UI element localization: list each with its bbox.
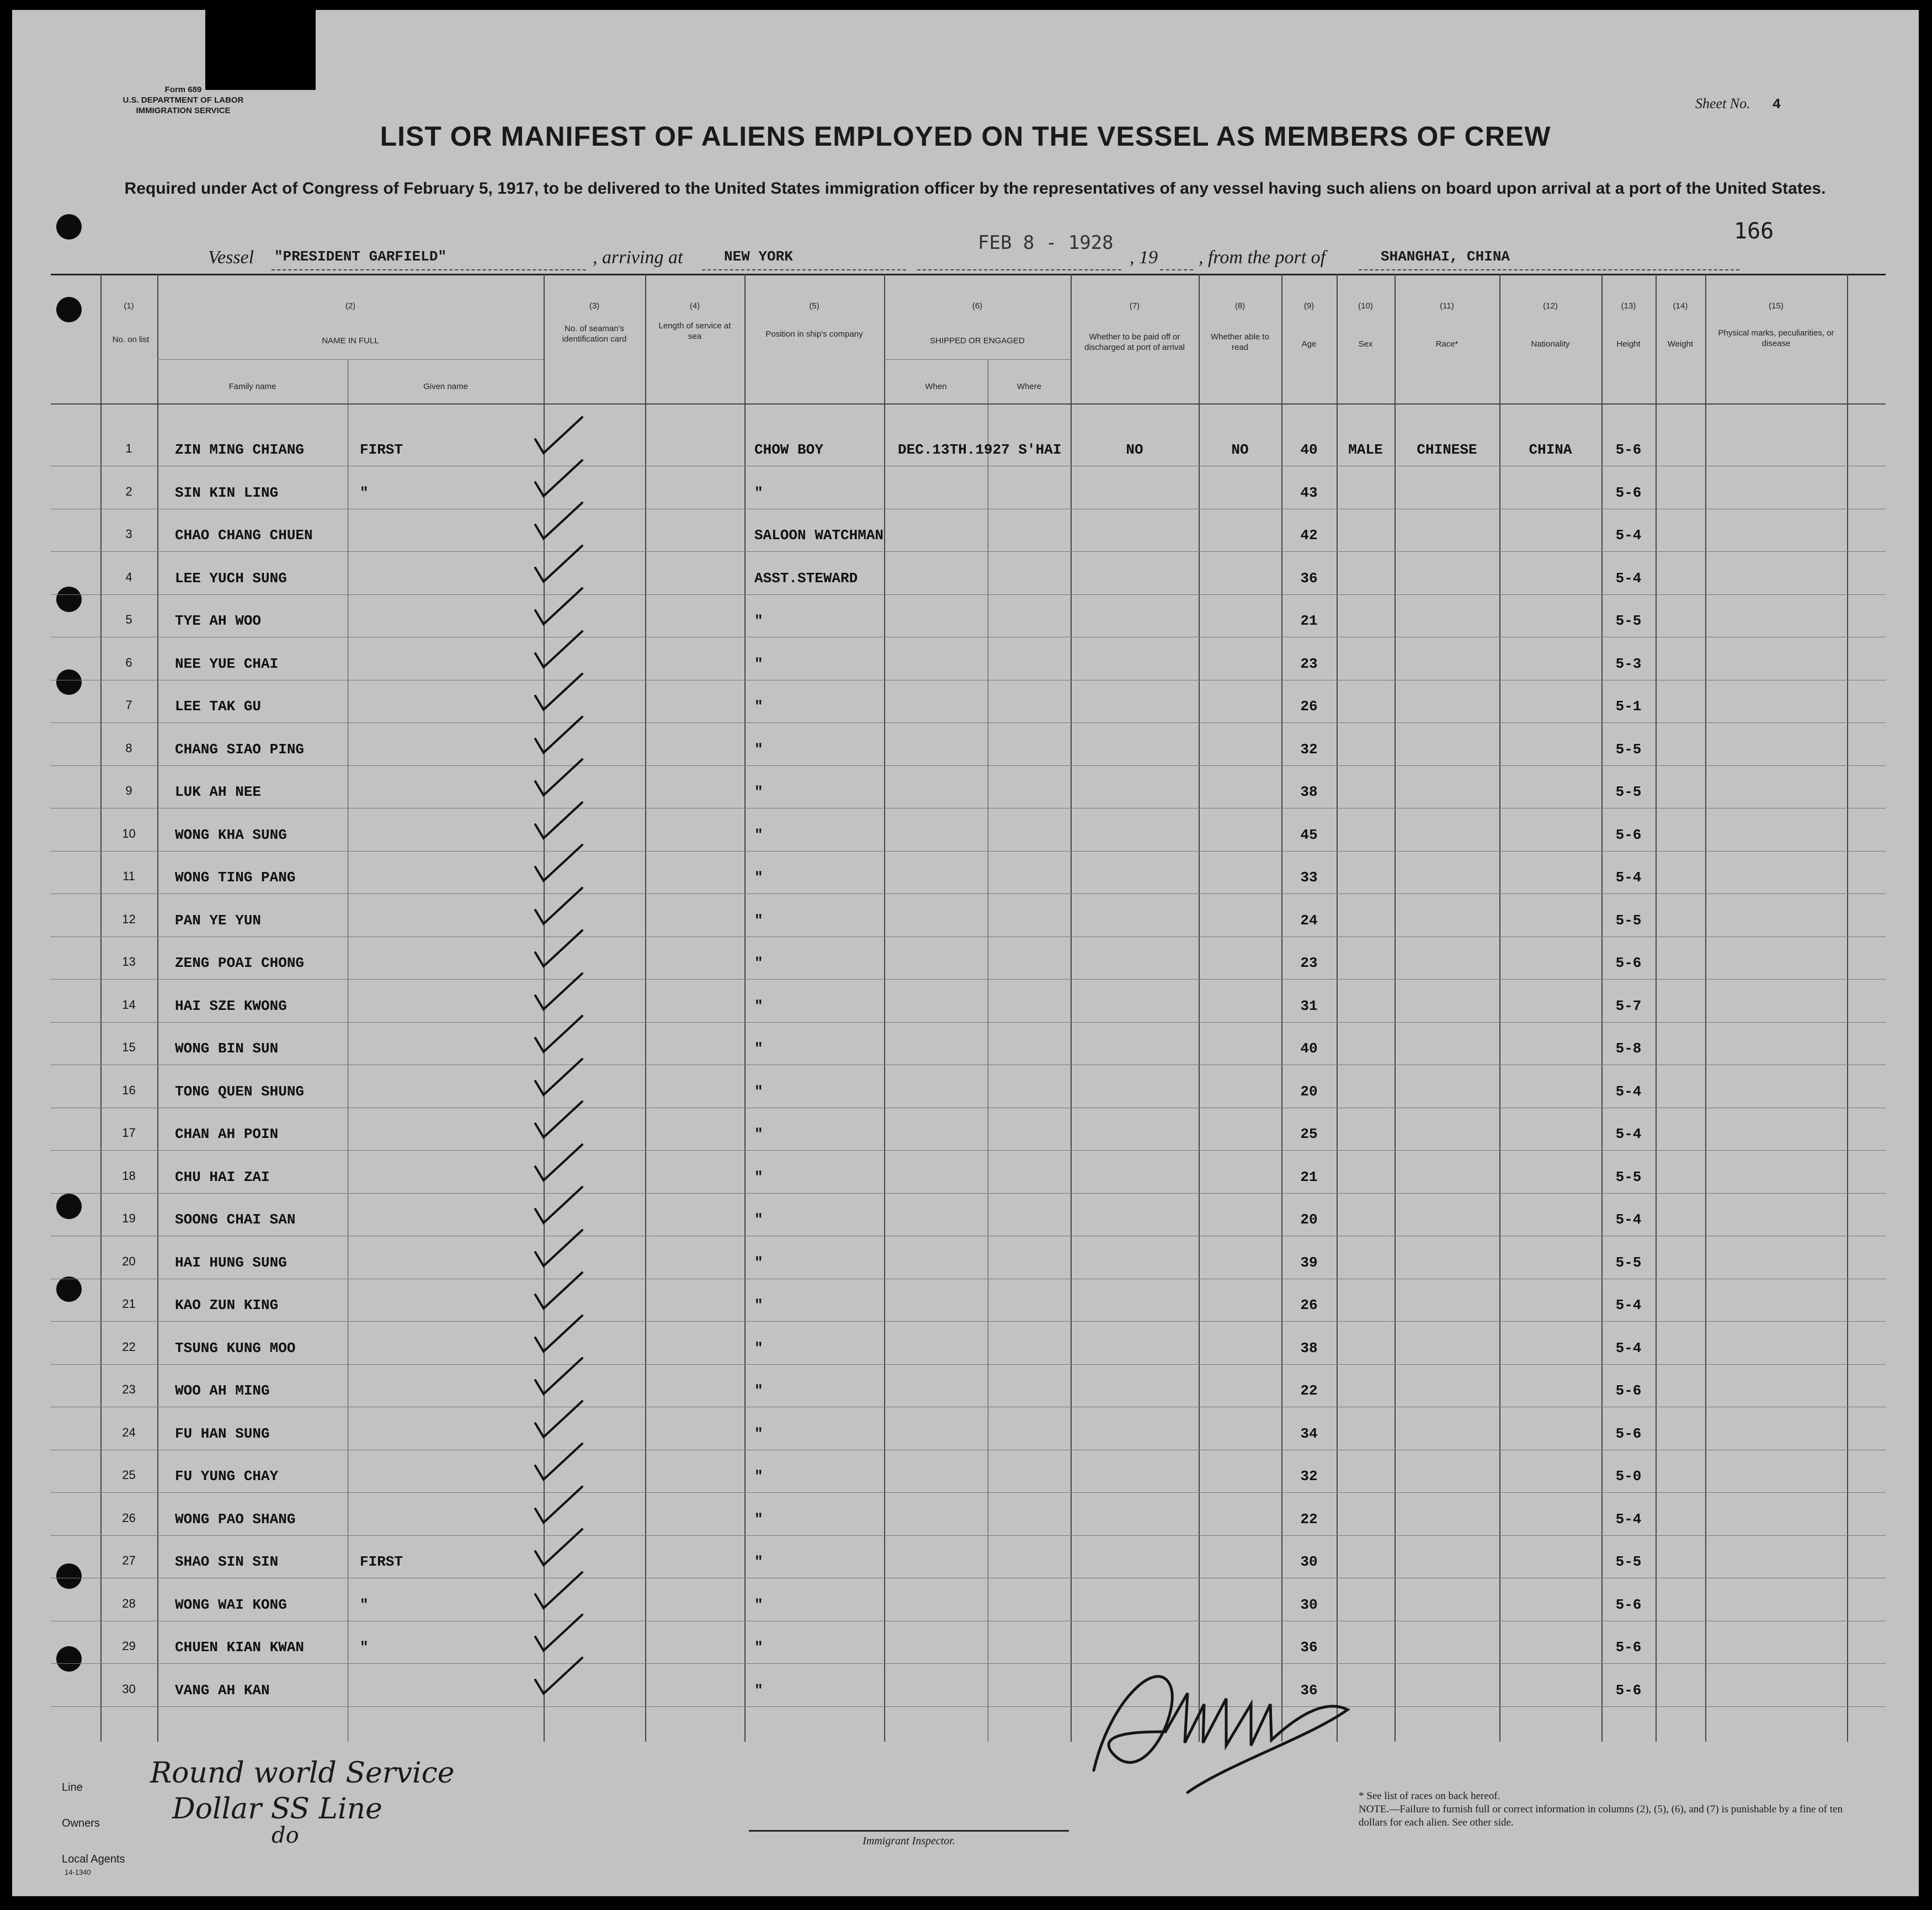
cell-name: CHAO CHANG CHUEN — [175, 527, 313, 544]
cell-age: 22 — [1300, 1382, 1318, 1399]
cell-position: " — [754, 698, 763, 715]
cell-position: " — [754, 613, 763, 629]
col-num: (14) — [1673, 301, 1688, 311]
crew-table — [51, 274, 1886, 1742]
col-head: Race* — [1435, 339, 1459, 349]
check-mark-icon — [530, 500, 590, 544]
cell-no: 13 — [122, 955, 136, 969]
cell-no: 22 — [122, 1339, 136, 1354]
col-num: (6) — [972, 301, 983, 311]
check-mark-icon — [530, 586, 590, 630]
cell-age: 26 — [1300, 698, 1318, 715]
inspector-signature — [1061, 1621, 1370, 1803]
check-mark-icon — [530, 842, 590, 886]
vessel-label: Vessel — [208, 247, 254, 268]
cell-no: 5 — [125, 613, 132, 626]
cell-no: 15 — [122, 1040, 136, 1054]
col-rule — [1199, 274, 1200, 1742]
cell-age: 26 — [1300, 1297, 1318, 1313]
cell-name: CHUEN KIAN KWAN — [175, 1639, 305, 1656]
check-mark-icon — [530, 1013, 590, 1057]
col-subhead: Family name — [228, 382, 276, 391]
cell-position: " — [754, 484, 763, 501]
cell-no: 30 — [122, 1682, 136, 1696]
cell-height: 5-4 — [1615, 1126, 1642, 1142]
footnote-penalty: NOTE.—Failure to furnish full or correct information in columns (2), (5), (6), and (7) is punishable by a fine of ten dollars for each alien. See other side. — [1359, 1803, 1843, 1828]
cell-name: NEE YUE CHAI — [175, 655, 279, 672]
from-port-label: , from the port of — [1199, 247, 1326, 268]
cell-position: " — [754, 1126, 763, 1142]
cell-no: 27 — [122, 1553, 136, 1567]
cell-no: 21 — [122, 1297, 136, 1311]
cell-age: 36 — [1300, 1639, 1318, 1656]
footnote — [1359, 1790, 1866, 1829]
row-rule — [51, 594, 1886, 595]
col-rule — [1395, 274, 1396, 1742]
arriving-underline — [702, 269, 906, 270]
cell-race: CHINESE — [1417, 441, 1477, 458]
col-num: (3) — [589, 301, 600, 311]
inspector-line: Immigrant Inspector. — [749, 1830, 1069, 1848]
cell-no: 6 — [125, 655, 132, 669]
arriving-port: NEW YORK — [724, 248, 793, 265]
from-port: SHANGHAI, CHINA — [1381, 248, 1510, 265]
cell-nationality: CHINA — [1529, 441, 1572, 458]
cell-position: " — [754, 1596, 763, 1613]
cell-no: 2 — [125, 484, 132, 498]
footnote-races: * See list of races on back hereof. — [1359, 1790, 1500, 1802]
cell-height: 5-6 — [1615, 826, 1642, 843]
check-mark-icon — [530, 1099, 590, 1143]
line-value: Round world Service — [150, 1757, 455, 1790]
cell-height: 5-1 — [1615, 698, 1642, 715]
check-mark-icon — [530, 928, 590, 972]
cell-age: 36 — [1300, 570, 1318, 587]
cell-age: 45 — [1300, 826, 1318, 843]
cell-age: 34 — [1300, 1425, 1318, 1442]
cell-height: 5-6 — [1615, 1639, 1642, 1656]
row-rule — [51, 893, 1886, 894]
check-mark-icon — [530, 414, 590, 459]
cell-name: SIN KIN LING — [175, 484, 279, 501]
owners-value: Dollar SS Line — [172, 1792, 382, 1826]
cell-no: 9 — [125, 784, 132, 797]
cell-name: LUK AH NEE — [175, 784, 262, 800]
col-subhead: Where — [1016, 382, 1042, 391]
cell-height: 5-5 — [1615, 613, 1642, 629]
col-num: (7) — [1129, 301, 1140, 311]
cell-no: 16 — [122, 1083, 136, 1097]
check-mark-icon — [530, 1526, 590, 1571]
check-mark-icon — [530, 1270, 590, 1314]
punch-hole — [56, 214, 82, 240]
cell-position: " — [754, 1682, 763, 1699]
cell-name: ZIN MING CHIANG — [175, 441, 305, 458]
cell-age: 38 — [1300, 1339, 1318, 1356]
cell-name: WONG KHA SUNG — [175, 826, 287, 843]
cell-height: 5-6 — [1615, 1596, 1642, 1613]
check-mark-icon — [530, 1142, 590, 1186]
col-head: Whether able to read — [1211, 332, 1269, 352]
cell-name: FU HAN SUNG — [175, 1425, 270, 1442]
cell-no: 14 — [122, 997, 136, 1012]
cell-age: 30 — [1300, 1596, 1318, 1613]
col-head: Whether to be paid off or discharged at port of arrival — [1084, 332, 1185, 352]
col-head: Age — [1301, 339, 1317, 349]
cell-height: 5-8 — [1615, 1040, 1642, 1057]
cell-position: CHOW BOY — [754, 441, 823, 458]
cell-height: 5-4 — [1615, 1510, 1642, 1528]
cell-position: " — [754, 869, 763, 886]
col-num: (4) — [689, 301, 700, 311]
check-mark-icon — [530, 1612, 590, 1656]
col-num: (8) — [1234, 301, 1246, 311]
col-head: Length of service at sea — [658, 321, 731, 341]
col-head: Physical marks, peculiarities, or disease — [1718, 328, 1834, 348]
cell-height: 5-6 — [1615, 1382, 1642, 1399]
col-num: (1) — [124, 301, 134, 311]
cell-position: " — [754, 912, 763, 929]
col-head: No. on list — [112, 335, 150, 344]
cell-no: 29 — [122, 1639, 136, 1653]
cell-height: 5-0 — [1615, 1468, 1642, 1485]
col-num: (11) — [1440, 301, 1454, 311]
cell-age: 25 — [1300, 1126, 1318, 1142]
cell-height: 5-6 — [1615, 441, 1642, 458]
cell-height: 5-5 — [1615, 912, 1642, 929]
cell-name: ZENG POAI CHONG — [175, 955, 305, 971]
cell-no: 1 — [125, 441, 132, 455]
cell-age: 30 — [1300, 1553, 1318, 1570]
cell-height: 5-6 — [1615, 484, 1642, 501]
cell-name: WONG WAI KONG — [175, 1596, 287, 1613]
cell-position: " — [754, 741, 763, 758]
check-mark-icon — [530, 671, 590, 715]
owners-label: Owners — [62, 1817, 100, 1829]
cell-height: 5-6 — [1615, 1682, 1642, 1699]
col-num: (9) — [1303, 301, 1314, 311]
stamp-number: 166 — [1734, 219, 1774, 244]
vessel-name: "PRESIDENT GARFIELD" — [274, 248, 447, 265]
col-subhead: When — [925, 382, 947, 391]
form-code: 14-1340 — [65, 1868, 91, 1876]
cell-position: ASST.STEWARD — [754, 570, 858, 587]
check-mark-icon — [530, 1056, 590, 1100]
col-rule — [1499, 274, 1500, 1742]
cell-no: 19 — [122, 1211, 136, 1225]
cell-no: 10 — [122, 826, 136, 840]
row-rule — [51, 1663, 1886, 1664]
cell-given: FIRST — [360, 441, 403, 458]
check-mark-icon — [530, 1441, 590, 1485]
cell-position: " — [754, 826, 763, 843]
row-rule — [51, 1193, 1886, 1194]
cell-given: FIRST — [360, 1553, 403, 1570]
cell-name: CHU HAI ZAI — [175, 1168, 270, 1185]
agents-label: Local Agents — [62, 1853, 125, 1865]
cell-position: " — [754, 1211, 763, 1228]
cell-position: " — [754, 1468, 763, 1485]
cell-height: 5-3 — [1615, 655, 1642, 672]
cell-age: 20 — [1300, 1083, 1318, 1100]
cell-no: 20 — [122, 1254, 136, 1268]
col-head: Position in ship's company — [765, 329, 863, 339]
cell-no: 17 — [122, 1126, 136, 1140]
row-rule — [51, 1535, 1886, 1536]
cell-age: 33 — [1300, 869, 1318, 886]
cell-no: 3 — [125, 527, 132, 541]
cell-age: 39 — [1300, 1254, 1318, 1271]
cell-position: " — [754, 1510, 763, 1528]
cell-age: 42 — [1300, 527, 1318, 544]
cell-when: DEC.13TH.1927 S'HAI — [898, 441, 1062, 458]
col-subhead: Given name — [423, 382, 468, 391]
subhead-rule — [157, 359, 544, 360]
cell-age: 40 — [1300, 1040, 1318, 1057]
cell-no: 28 — [122, 1596, 136, 1610]
check-mark-icon — [530, 1570, 590, 1614]
check-mark-icon — [530, 1355, 590, 1400]
col-head: NAME IN FULL — [322, 336, 379, 345]
cell-age: 31 — [1300, 997, 1318, 1014]
cell-name: PAN YE YUN — [175, 912, 262, 929]
cell-name: LEE TAK GU — [175, 698, 262, 715]
check-mark-icon — [530, 1484, 590, 1528]
cell-name: TSUNG KUNG MOO — [175, 1339, 296, 1356]
cell-name: LEE YUCH SUNG — [175, 570, 287, 587]
row-rule — [51, 1321, 1886, 1322]
date-stamp: FEB 8 - 1928 — [978, 232, 1114, 254]
cell-position: " — [754, 1425, 763, 1442]
cell-position: " — [754, 1168, 763, 1185]
sheet-number — [1695, 95, 1781, 113]
document-title: LIST OR MANIFEST OF ALIENS EMPLOYED ON THE VESSEL AS MEMBERS OF CREW — [380, 121, 1551, 152]
department: U.S. DEPARTMENT OF LABOR — [123, 95, 244, 105]
row-rule — [51, 979, 1886, 980]
cell-age: 32 — [1300, 1468, 1318, 1485]
check-mark-icon — [530, 800, 590, 844]
cell-position: " — [754, 1553, 763, 1570]
row-rule — [51, 851, 1886, 852]
col-head: Sex — [1358, 339, 1373, 349]
cell-age: 40 — [1300, 441, 1318, 458]
cell-age: 32 — [1300, 741, 1318, 758]
black-tab-mark — [205, 10, 316, 90]
cell-age: 38 — [1300, 784, 1318, 800]
cell-no: 23 — [122, 1382, 136, 1396]
cell-no: 26 — [122, 1510, 136, 1525]
form-number: Form 689 — [164, 85, 202, 94]
row-rule — [51, 1150, 1886, 1151]
cell-name: TYE AH WOO — [175, 613, 262, 629]
cell-height: 5-5 — [1615, 1168, 1642, 1185]
cell-sex: MALE — [1348, 441, 1383, 458]
cell-height: 5-5 — [1615, 784, 1642, 800]
cell-paid: NO — [1126, 441, 1143, 458]
cell-position: " — [754, 655, 763, 672]
check-mark-icon — [530, 971, 590, 1015]
row-rule — [51, 765, 1886, 766]
row-rule — [51, 551, 1886, 552]
row-rule — [51, 1706, 1886, 1707]
subhead-rule — [884, 359, 1071, 360]
cell-height: 5-4 — [1615, 570, 1642, 587]
cell-name: HAI SZE KWONG — [175, 997, 287, 1014]
cell-no: 24 — [122, 1425, 136, 1439]
cell-name: WONG BIN SUN — [175, 1040, 279, 1057]
cell-given: " — [360, 484, 369, 501]
document-subtitle: Required under Act of Congress of February 5, 1917, to be delivered to the United States immigration officer by the representatives of any vessel having such aliens on board upon arrival at a port of the United States. — [124, 179, 1826, 198]
cell-position: " — [754, 955, 763, 971]
year-underline — [1160, 269, 1193, 270]
cell-position: " — [754, 1254, 763, 1271]
col-rule — [645, 274, 646, 1742]
col-head: SHIPPED OR ENGAGED — [930, 336, 1025, 345]
col-num: (10) — [1358, 301, 1373, 311]
cell-age: 24 — [1300, 912, 1318, 929]
check-mark-icon — [530, 757, 590, 801]
check-mark-icon — [530, 457, 590, 502]
cell-name: WOO AH MING — [175, 1382, 270, 1399]
cell-name: HAI HUNG SUNG — [175, 1254, 287, 1271]
cell-name: WONG TING PANG — [175, 869, 296, 886]
vessel-underline — [272, 269, 586, 270]
check-mark-icon — [530, 1398, 590, 1443]
cell-age: 22 — [1300, 1510, 1318, 1528]
manifest-sheet — [12, 10, 1919, 1896]
cell-name: KAO ZUN KING — [175, 1297, 279, 1313]
row-rule — [51, 1364, 1886, 1365]
cell-height: 5-7 — [1615, 997, 1642, 1014]
col-head: No. of seaman's identification card — [562, 324, 627, 344]
sheet-label: Sheet No. — [1695, 95, 1750, 111]
col-head: Nationality — [1531, 339, 1570, 349]
col-num: (12) — [1543, 301, 1558, 311]
cell-height: 5-5 — [1615, 1553, 1642, 1570]
cell-given: " — [360, 1639, 369, 1656]
cell-position: " — [754, 1040, 763, 1057]
arriving-label: , arriving at — [593, 247, 683, 268]
table-top-rule — [51, 274, 1886, 275]
cell-age: 23 — [1300, 655, 1318, 672]
cell-no: 11 — [123, 869, 135, 883]
col-rule — [1071, 274, 1072, 1742]
cell-height: 5-6 — [1615, 1425, 1642, 1442]
col-rule — [1656, 274, 1657, 1742]
cell-height: 5-4 — [1615, 1083, 1642, 1100]
check-mark-icon — [530, 543, 590, 587]
cell-position: " — [754, 784, 763, 800]
check-mark-icon — [530, 1655, 590, 1699]
cell-age: 36 — [1300, 1682, 1318, 1699]
cell-given: " — [360, 1596, 369, 1613]
row-rule — [51, 1022, 1886, 1023]
cell-no: 12 — [122, 912, 136, 926]
col-num: (13) — [1621, 301, 1636, 311]
cell-height: 5-5 — [1615, 1254, 1642, 1271]
col-num: (5) — [809, 301, 819, 311]
cell-name: SHAO SIN SIN — [175, 1553, 279, 1570]
col-num: (15) — [1769, 301, 1784, 311]
row-rule — [51, 1492, 1886, 1493]
cell-height: 5-4 — [1615, 1211, 1642, 1228]
cell-position: " — [754, 1339, 763, 1356]
cell-height: 5-4 — [1615, 527, 1642, 544]
row-rule — [51, 722, 1886, 723]
col-rule — [1337, 274, 1338, 1742]
check-mark-icon — [530, 1184, 590, 1228]
cell-age: 21 — [1300, 613, 1318, 629]
date-underline — [917, 269, 1121, 270]
cell-no: 4 — [125, 570, 132, 584]
cell-no: 7 — [125, 698, 132, 712]
cell-read: NO — [1231, 441, 1249, 458]
cell-no: 25 — [122, 1468, 136, 1482]
cell-no: 8 — [125, 741, 132, 755]
cell-name: VANG AH KAN — [175, 1682, 270, 1699]
col-num: (2) — [345, 301, 356, 311]
cell-age: 43 — [1300, 484, 1318, 501]
check-mark-icon — [530, 1227, 590, 1271]
line-label: Line — [62, 1781, 83, 1794]
cell-position: SALOON WATCHMAN — [754, 527, 884, 544]
check-mark-icon — [530, 714, 590, 758]
cell-height: 5-4 — [1615, 1339, 1642, 1356]
cell-age: 23 — [1300, 955, 1318, 971]
year-label: , 19 — [1130, 247, 1158, 268]
cell-age: 20 — [1300, 1211, 1318, 1228]
cell-position: " — [754, 1382, 763, 1399]
col-rule — [744, 274, 746, 1742]
col-rule — [1705, 274, 1706, 1742]
sheet-value: 4 — [1772, 96, 1781, 113]
cell-position: " — [754, 997, 763, 1014]
cell-position: " — [754, 1083, 763, 1100]
col-head: Weight — [1667, 339, 1694, 349]
check-mark-icon — [530, 1313, 590, 1357]
col-rule — [1847, 274, 1848, 1742]
check-mark-icon — [530, 885, 590, 929]
cell-name: FU YUNG CHAY — [175, 1468, 279, 1485]
cell-name: CHAN AH POIN — [175, 1126, 279, 1142]
cell-height: 5-4 — [1615, 1297, 1642, 1313]
form-header — [95, 84, 272, 116]
cell-no: 18 — [122, 1168, 136, 1183]
agents-value: do — [272, 1823, 299, 1848]
cell-height: 5-5 — [1615, 741, 1642, 758]
cell-name: SOONG CHAI SAN — [175, 1211, 296, 1228]
check-mark-icon — [530, 629, 590, 673]
cell-position: " — [754, 1639, 763, 1656]
from-port-underline — [1359, 269, 1739, 270]
col-head: Height — [1616, 339, 1641, 349]
header-rule — [51, 403, 1886, 405]
cell-name: TONG QUEN SHUNG — [175, 1083, 305, 1100]
service: IMMIGRATION SERVICE — [136, 106, 231, 115]
cell-height: 5-4 — [1615, 869, 1642, 886]
cell-name: CHANG SIAO PING — [175, 741, 305, 758]
cell-age: 21 — [1300, 1168, 1318, 1185]
col-rule — [157, 274, 158, 1742]
cell-position: " — [754, 1297, 763, 1313]
cell-height: 5-6 — [1615, 955, 1642, 971]
cell-name: WONG PAO SHANG — [175, 1510, 296, 1528]
